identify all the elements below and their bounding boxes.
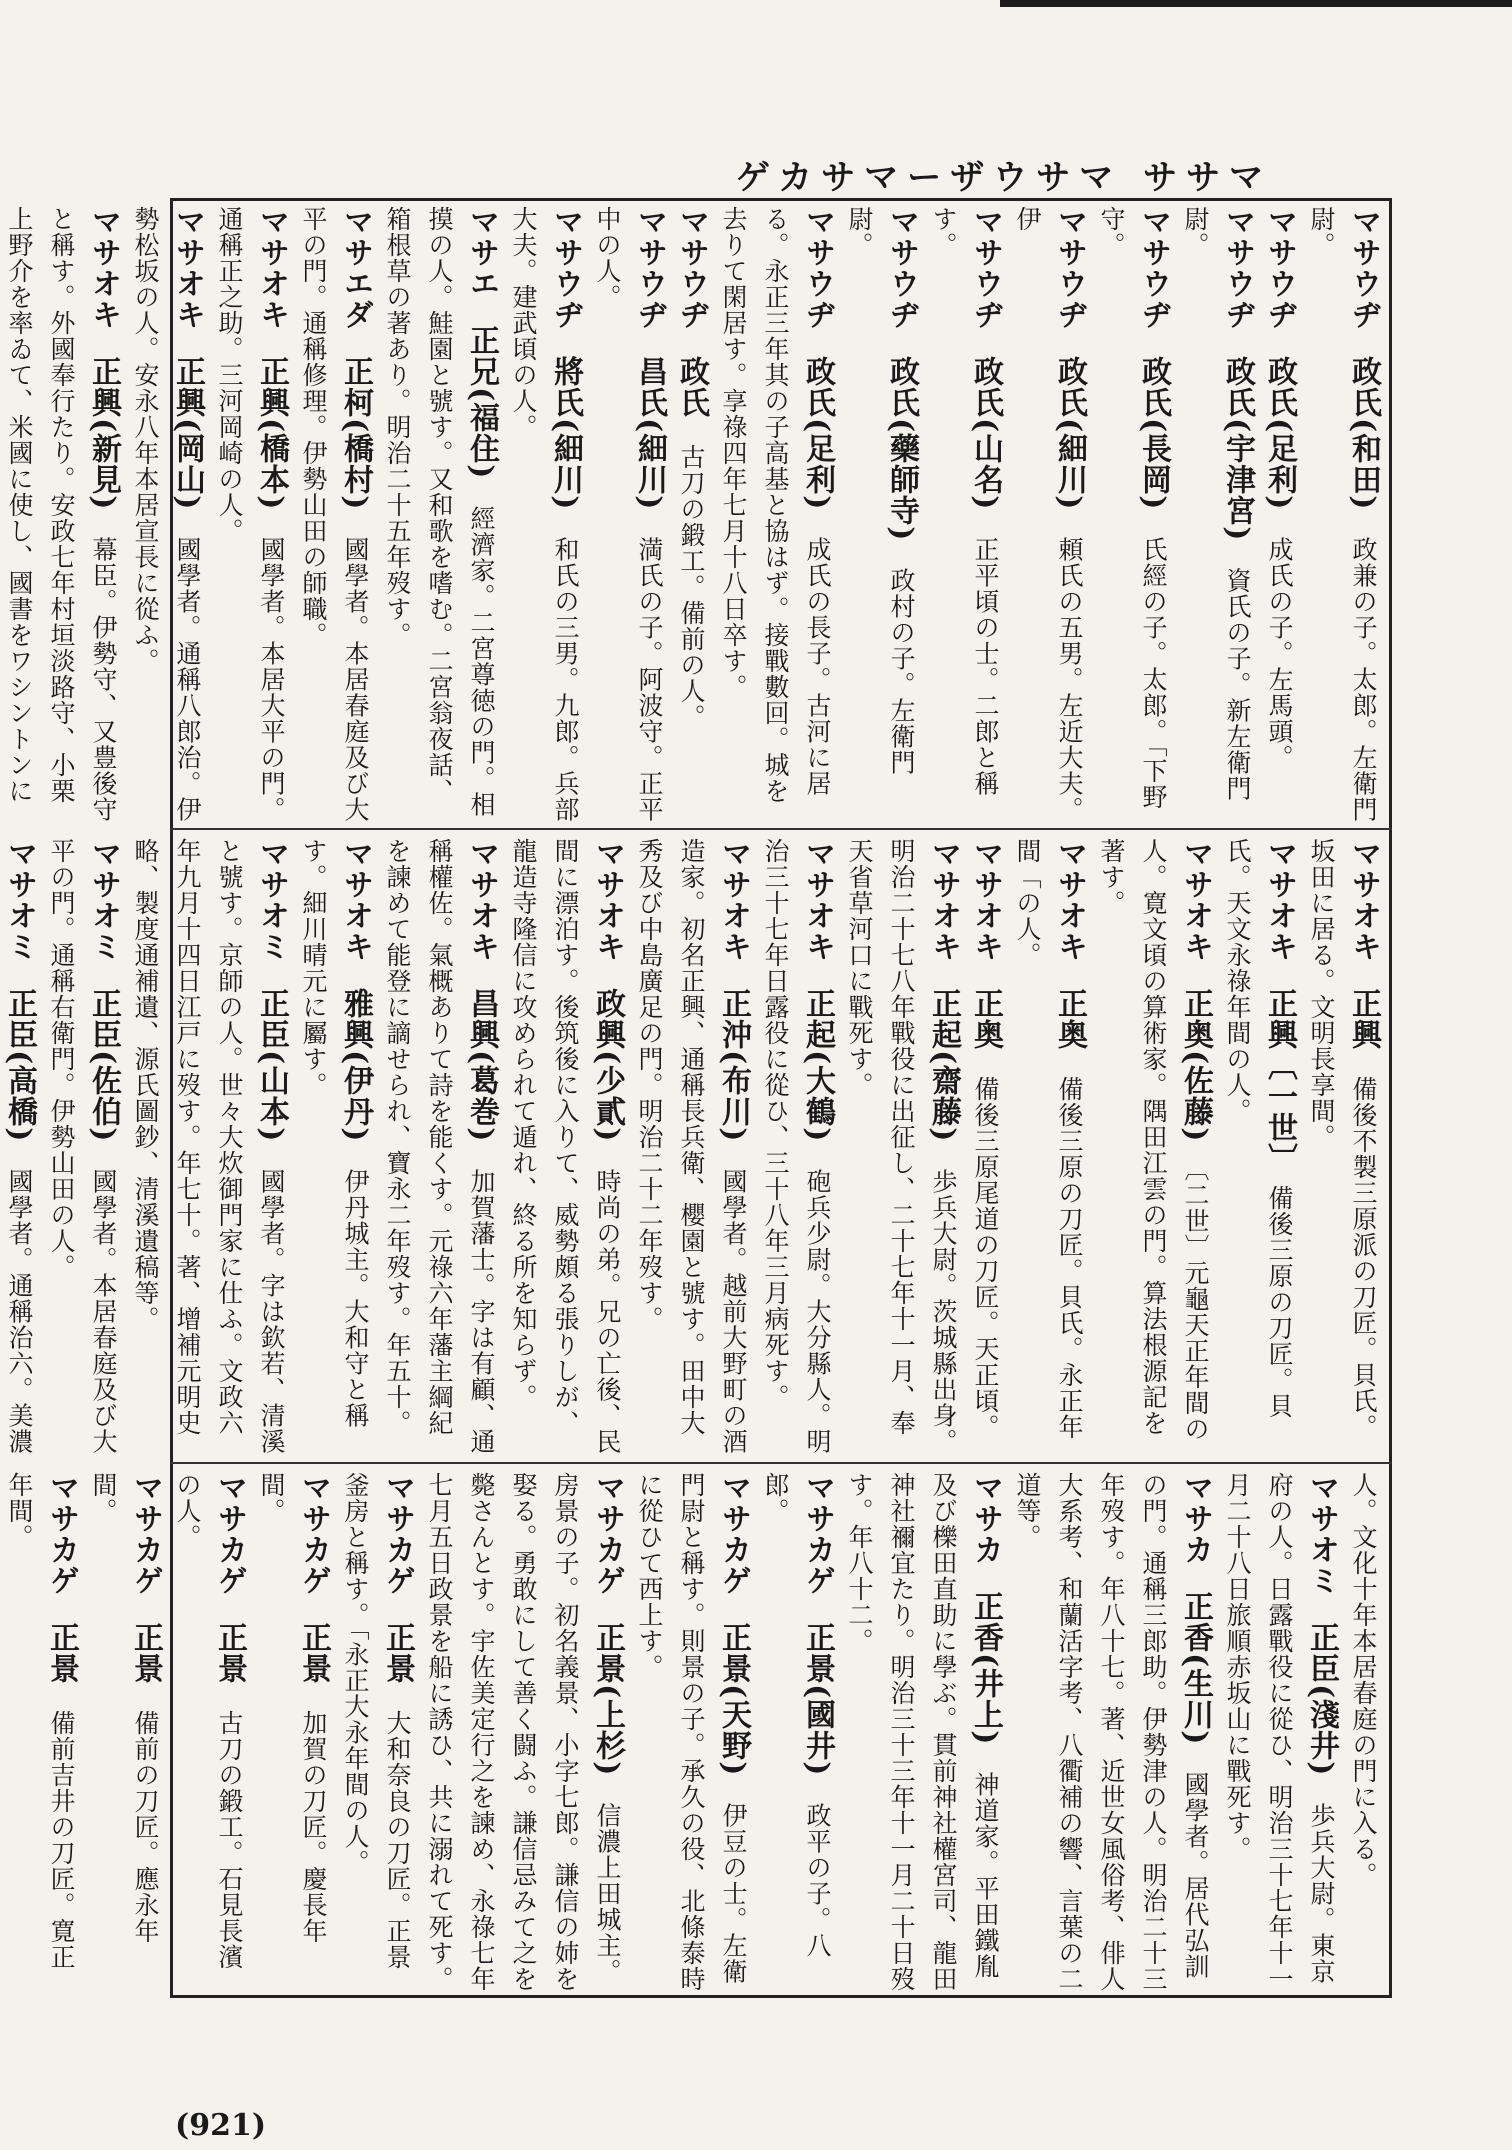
entry-description: 神道家。平田鐵胤及び櫟田直助に學ぶ。貫前神社權宮司、龍田神社禰宜たり。明治三十三年十一月二十日歿す。年八十二。 bbox=[845, 1472, 1000, 1992]
entry-description: 備後三原尾道の刀匠。天正頃。 bbox=[971, 1076, 1000, 1440]
dictionary-entry bbox=[838, 206, 922, 824]
entry-name: 正景(國井) bbox=[800, 1622, 835, 1777]
dictionary-entry bbox=[0, 206, 124, 824]
dictionary-entry bbox=[754, 1472, 838, 1992]
entry-headword-kana: マサカゲ bbox=[212, 1472, 247, 1596]
entry-description: 時尚の弟。兄の亡後、民間に漂泊す。後筑後に入りて、威勢頗る張りしが、龍造寺隆信に攻められて遁れ、終る所を知らず。 bbox=[509, 838, 622, 1455]
entry-description: 政平の子。八郎。 bbox=[761, 1472, 832, 1959]
band-divider-2 bbox=[170, 1462, 1392, 1464]
entry-headword-kana: マサウヂ bbox=[1346, 206, 1381, 330]
entry-name: 正興(新見) bbox=[86, 356, 121, 511]
entry-description: 備後三原の刀匠。貝氏。永正年間「の人。 bbox=[1013, 838, 1084, 1440]
entry-headword-kana: マサカゲ bbox=[800, 1472, 835, 1596]
entry-description: 古刀の鍛工。石見長濱の人。 bbox=[173, 1472, 244, 1970]
dictionary-entry bbox=[1300, 838, 1384, 1456]
dictionary-entry bbox=[754, 838, 838, 1456]
entry-description: 政村の子。左衛門尉。 bbox=[845, 206, 916, 776]
dictionary-entry bbox=[502, 206, 586, 824]
dictionary-entry bbox=[82, 1472, 166, 1992]
entry-description: 氏經の子。太郎。「下野守。 bbox=[1097, 206, 1168, 810]
dictionary-entry bbox=[1006, 206, 1090, 824]
entry-name: 正臣(淺井) bbox=[1304, 1622, 1339, 1777]
entry-description: 古刀の鍛工。備前の人。 bbox=[677, 444, 706, 730]
entry-description: 國學者。通稱八郎治。伊勢松坂の人。安永八年本居宣長に從ふ。 bbox=[131, 206, 202, 823]
dictionary-entry bbox=[1216, 838, 1300, 1456]
entry-headword-kana: マサエダ bbox=[338, 206, 373, 330]
dictionary-entry bbox=[1090, 838, 1216, 1456]
entry-headword-kana: マサオミ bbox=[86, 838, 121, 962]
entry-description: 人。文化十年本居春庭の門に入る。 bbox=[1349, 1472, 1378, 1888]
entry-headword-kana: マサウヂ bbox=[800, 206, 835, 330]
entry-description: 備後三原の刀匠。貝氏。天文永祿年間の人。 bbox=[1223, 838, 1294, 1419]
dictionary-entry bbox=[838, 1472, 1006, 1992]
entry-headword-kana: マサオキ bbox=[1178, 838, 1213, 962]
entry-name: 政興(少貳) bbox=[590, 988, 625, 1143]
dictionary-entry bbox=[292, 838, 376, 1456]
dictionary-entry bbox=[166, 1472, 250, 1992]
entry-name: 正奥 bbox=[968, 988, 1003, 1050]
entry-name: 正景 bbox=[380, 1622, 415, 1684]
dictionary-entry bbox=[0, 1472, 82, 1992]
dictionary-entry bbox=[418, 1472, 628, 1992]
dictionary-entry bbox=[208, 206, 292, 824]
entry-name: 正景 bbox=[212, 1622, 247, 1684]
entry-headword-kana: マサオミ bbox=[1304, 1472, 1339, 1596]
entry-description: 加賀の刀匠。慶長年間。 bbox=[257, 1472, 328, 1944]
dictionary-entry bbox=[838, 838, 964, 1456]
entry-headword-kana: マサオキ bbox=[968, 838, 1003, 962]
entry-headword-kana: マサカゲ bbox=[296, 1472, 331, 1596]
dictionary-entry bbox=[376, 838, 502, 1456]
entry-description: 大和奈良の刀匠。正景釜房と稱す。「永正大永年間の人。 bbox=[341, 1472, 412, 1970]
entry-description: 國學者。通稱治六。美濃 bbox=[5, 1168, 34, 1455]
entry-name: 政氏(長岡) bbox=[1136, 356, 1171, 511]
entry-description: 正平頃の士。二郎と稱す。 bbox=[929, 206, 1000, 797]
dictionary-entry bbox=[712, 206, 838, 824]
entry-name: 雅興(伊丹) bbox=[338, 988, 373, 1143]
dictionary-entry bbox=[964, 838, 1006, 1456]
entry-headword-kana: マサオキ bbox=[170, 206, 205, 330]
entry-description: 歩兵大尉。茨城縣出身。明治二十七八年戰役に出征し、二十七年十一月、奉天省草河口に戰死す。 bbox=[845, 838, 958, 1455]
dictionary-entry bbox=[1174, 206, 1258, 824]
entry-name: 正起(大鶴) bbox=[800, 988, 835, 1143]
entry-name: 正景 bbox=[296, 1622, 331, 1684]
entry-headword-kana: マサウヂ bbox=[632, 206, 667, 330]
entry-headword-kana: マサオキ bbox=[338, 838, 373, 962]
dictionary-entry bbox=[1342, 1472, 1384, 1992]
entry-headword-kana: マサカゲ bbox=[128, 1472, 163, 1596]
entry-headword-kana: マサオキ bbox=[1346, 838, 1381, 962]
entry-headword-kana: マサウヂ bbox=[548, 206, 583, 330]
running-head: ゲカサマーザウサマ ササマ bbox=[735, 158, 1272, 198]
dictionary-entry bbox=[1300, 206, 1384, 824]
entry-description: 備後不製三原派の刀匠。貝氏。坂田に居る。文明長享間。 bbox=[1307, 838, 1378, 1440]
page-number: (921) bbox=[175, 2108, 267, 2143]
entry-description: 備前吉井の刀匠。寛正年間。 bbox=[5, 1472, 76, 1970]
dictionary-entry bbox=[1258, 206, 1300, 824]
entry-name: 正兄(福住) bbox=[464, 325, 499, 480]
dictionary-entry bbox=[124, 206, 208, 824]
entry-headword-kana: マサカゲ bbox=[44, 1472, 79, 1596]
entry-description: 伊丹城主。大和守と稱す。細川晴元に屬す。 bbox=[299, 838, 370, 1429]
entry-headword-kana: マサオミ bbox=[254, 838, 289, 962]
entry-headword-kana: マサウヂ bbox=[884, 206, 919, 330]
entry-description: 國學者。本居春庭及び大平の門。通稱修理。伊勢山田の師職。 bbox=[299, 206, 370, 823]
dictionary-entry bbox=[628, 838, 754, 1456]
entry-headword-kana: マサオキ bbox=[800, 838, 835, 962]
entry-headword-kana: マサオキ bbox=[464, 838, 499, 962]
entry-headword-kana: マサオキ bbox=[86, 206, 121, 330]
dictionary-entry bbox=[1006, 838, 1090, 1456]
entry-description: 國學者。字は欽若、清溪と號す。京師の人。世々大炊御門家に仕ふ。文政六年九月十四日江戸に歿す。年七十。著、增補元明史略、製度通補遺、源氏圖鈔、清溪遺稿等。 bbox=[131, 838, 286, 1455]
entry-headword-kana: マサウヂ bbox=[1220, 206, 1255, 330]
entry-description: 信濃上田城主。房景の子。初名義景、小字七郎。謙信の姉を娶る。勇敢にして善く闘ふ。謙信忌みて之を斃さんとす。宇佐美定行之を諫め、永祿七年七月五日政景を船に誘ひ、共に溺れて死す。 bbox=[425, 1472, 622, 1992]
entry-name: 正香(生川) bbox=[1178, 1591, 1213, 1746]
entry-headword-kana: マサオキ bbox=[926, 838, 961, 962]
entry-band-bottom bbox=[5, 1472, 1384, 1992]
entry-name: 正柯(橋村) bbox=[338, 356, 373, 511]
entry-description: 和氏の三男。九郎。兵部大夫。建武頃の人。 bbox=[509, 206, 580, 823]
band-divider-1 bbox=[170, 828, 1392, 830]
entry-headword-kana: マサオキ bbox=[254, 206, 289, 330]
entry-name: 正香(井上) bbox=[968, 1591, 1003, 1746]
entry-description: 備前の刀匠。應永年間。 bbox=[89, 1472, 160, 1944]
dictionary-entry bbox=[502, 838, 628, 1456]
entry-name: 正景(上杉) bbox=[590, 1622, 625, 1777]
entry-description: 頼氏の五男。左近大夫。伊 bbox=[1013, 206, 1084, 823]
entry-name: 將氏(細川) bbox=[548, 356, 583, 511]
entry-description: 伊豆の士。左衛門尉と稱す。則景の子。承久の役、北條泰時に從ひて西上す。 bbox=[635, 1472, 748, 1992]
dictionary-entry bbox=[292, 206, 376, 824]
entry-name: 正景 bbox=[44, 1622, 79, 1684]
entry-headword-kana: マサカゲ bbox=[716, 1472, 751, 1596]
entry-description: 國學者。本居春庭及び大平の門。通稱右衛門。伊勢山田の人。 bbox=[47, 838, 118, 1455]
entry-headword-kana: マサウヂ bbox=[1262, 206, 1297, 330]
entry-description: 成氏の長子。古河に居る。永正三年其の子高基と協はず。接戰數回。城を去りて閑居す。享祿四年七月十八日卒す。 bbox=[719, 206, 832, 804]
entry-name: 正興(岡山) bbox=[170, 356, 205, 511]
dictionary-entry bbox=[922, 206, 1006, 824]
entry-headword-kana: マサオキ bbox=[716, 838, 751, 962]
entry-name: 政氏(藥師寺) bbox=[884, 356, 919, 542]
entry-headword-kana: マサウヂ bbox=[1052, 206, 1087, 330]
entry-name: 政氏 bbox=[674, 356, 709, 418]
entry-description: 幕臣。伊勢守、又豊後守と稱す。外國奉行たり。安政七年村垣淡路守、小栗上野介を率ゐて、米國に使し、國書をワシントンに bbox=[5, 206, 118, 823]
entry-name: 正臣(佐伯) bbox=[86, 988, 121, 1143]
dictionary-entry bbox=[124, 838, 292, 1456]
entry-headword-kana: マサウヂ bbox=[968, 206, 1003, 330]
entry-name: 正興 bbox=[1346, 988, 1381, 1050]
entry-description: 歩兵大尉。東京府の人。日露戰役に從ひ、明治三十七年十一月二十八日旅順赤坂山に戰死す。 bbox=[1223, 1472, 1336, 1992]
entry-name: 正興〔一世〕 bbox=[1262, 988, 1297, 1159]
entry-name: 政氏(足利) bbox=[800, 356, 835, 511]
entry-name: 政氏(足利) bbox=[1262, 356, 1297, 511]
dictionary-entry bbox=[1006, 1472, 1216, 1992]
entry-name: 政氏(細川) bbox=[1052, 356, 1087, 511]
entry-name: 昌氏(細川) bbox=[632, 356, 667, 511]
entry-description: 資氏の子。新左衛門尉。 bbox=[1181, 206, 1252, 802]
entry-name: 正起(齋藤) bbox=[926, 988, 961, 1143]
entry-name: 政氏(和田) bbox=[1346, 356, 1381, 511]
entry-description: 國學者。居代弘訓の門。通稱三郎助。伊勢津の人。明治二十三年歿す。年八十七。著、近世女風俗考、俳人大系考、和蘭活字考、八衢補の響、言葉の二道等。 bbox=[1013, 1472, 1210, 1992]
entry-name: 昌興(葛巻) bbox=[464, 988, 499, 1143]
entry-name: 正景 bbox=[128, 1622, 163, 1684]
dictionary-entry bbox=[0, 838, 40, 1456]
entry-headword-kana: マサカゲ bbox=[590, 1472, 625, 1596]
entry-band-middle bbox=[2, 838, 1384, 1456]
top-edge-rule bbox=[1000, 0, 1512, 7]
entry-description: 經濟家。二宮尊徳の門。相摸の人。鮭園と號す。又和歌を嗜む。二宮翁夜話、箱根草の著あり。明治二十五年歿す。 bbox=[383, 206, 496, 818]
entry-headword-kana: マサウヂ bbox=[674, 206, 709, 330]
dictionary-entry bbox=[1216, 1472, 1342, 1992]
entry-name: 正興(橋本) bbox=[254, 356, 289, 511]
entry-band-top bbox=[5, 206, 1384, 824]
entry-name: 正沖(布川) bbox=[716, 988, 751, 1143]
entry-description: 加賀藩士。字は有顧、通稱權佐。氣概ありて詩を能くす。元祿六年藩主綱紀を諫めて能登に謫せられ、寶永二年歿す。年五十。 bbox=[383, 838, 496, 1455]
entry-name: 政氏(山名) bbox=[968, 356, 1003, 511]
entry-headword-kana: マサウヂ bbox=[1136, 206, 1171, 330]
dictionary-entry bbox=[628, 1472, 754, 1992]
entry-description: 國學者。越前大野町の酒造家。初名正興、通稱長兵衛、櫻園と號す。田中大秀及び中島廣足の門。明治二十二年歿す。 bbox=[635, 838, 748, 1455]
dictionary-entry bbox=[250, 1472, 334, 1992]
dictionary-entry bbox=[376, 206, 502, 824]
entry-name: 正奥(佐藤) bbox=[1178, 988, 1213, 1143]
dictionary-entry bbox=[1090, 206, 1174, 824]
entry-name: 正奥 bbox=[1052, 988, 1087, 1050]
entry-headword-kana: マサカゲ bbox=[380, 1472, 415, 1596]
entry-description: 〔二世〕元龜天正年間の人。寛文頃の算術家。隅田江雲の門。算法根源記を著す。 bbox=[1097, 838, 1210, 1442]
entry-headword-kana: マサオミ bbox=[2, 838, 37, 962]
entry-headword-kana: マサカ bbox=[1178, 1472, 1213, 1565]
entry-description: 満氏の子。阿波守。正平中の人。 bbox=[593, 206, 664, 823]
entry-name: 正臣(山本) bbox=[254, 988, 289, 1143]
dictionary-entry bbox=[670, 206, 712, 824]
entry-headword-kana: マサエ bbox=[464, 206, 499, 299]
dictionary-entry bbox=[40, 838, 124, 1456]
entry-description: 政兼の子。太郎。左衛門尉。 bbox=[1307, 206, 1378, 823]
entry-headword-kana: マサオキ bbox=[1262, 838, 1297, 962]
dictionary-entry bbox=[334, 1472, 418, 1992]
entry-name: 正臣(高橋) bbox=[2, 988, 37, 1143]
entry-headword-kana: マサオキ bbox=[1052, 838, 1087, 962]
entry-name: 正景(天野) bbox=[716, 1622, 751, 1777]
entry-name: 政氏(宇津宮) bbox=[1220, 356, 1255, 542]
entry-description: 國學者。本居大平の門。通稱正之助。三河岡崎の人。 bbox=[215, 206, 286, 823]
entry-description: 成氏の子。左馬頭。 bbox=[1265, 536, 1294, 771]
entry-description: 砲兵少尉。大分縣人。明治三十七年日露役に從ひ、三十八年三月病死す。 bbox=[761, 838, 832, 1455]
dictionary-entry bbox=[586, 206, 670, 824]
entry-headword-kana: マサオキ bbox=[590, 838, 625, 962]
entry-headword-kana: マサカ bbox=[968, 1472, 1003, 1565]
